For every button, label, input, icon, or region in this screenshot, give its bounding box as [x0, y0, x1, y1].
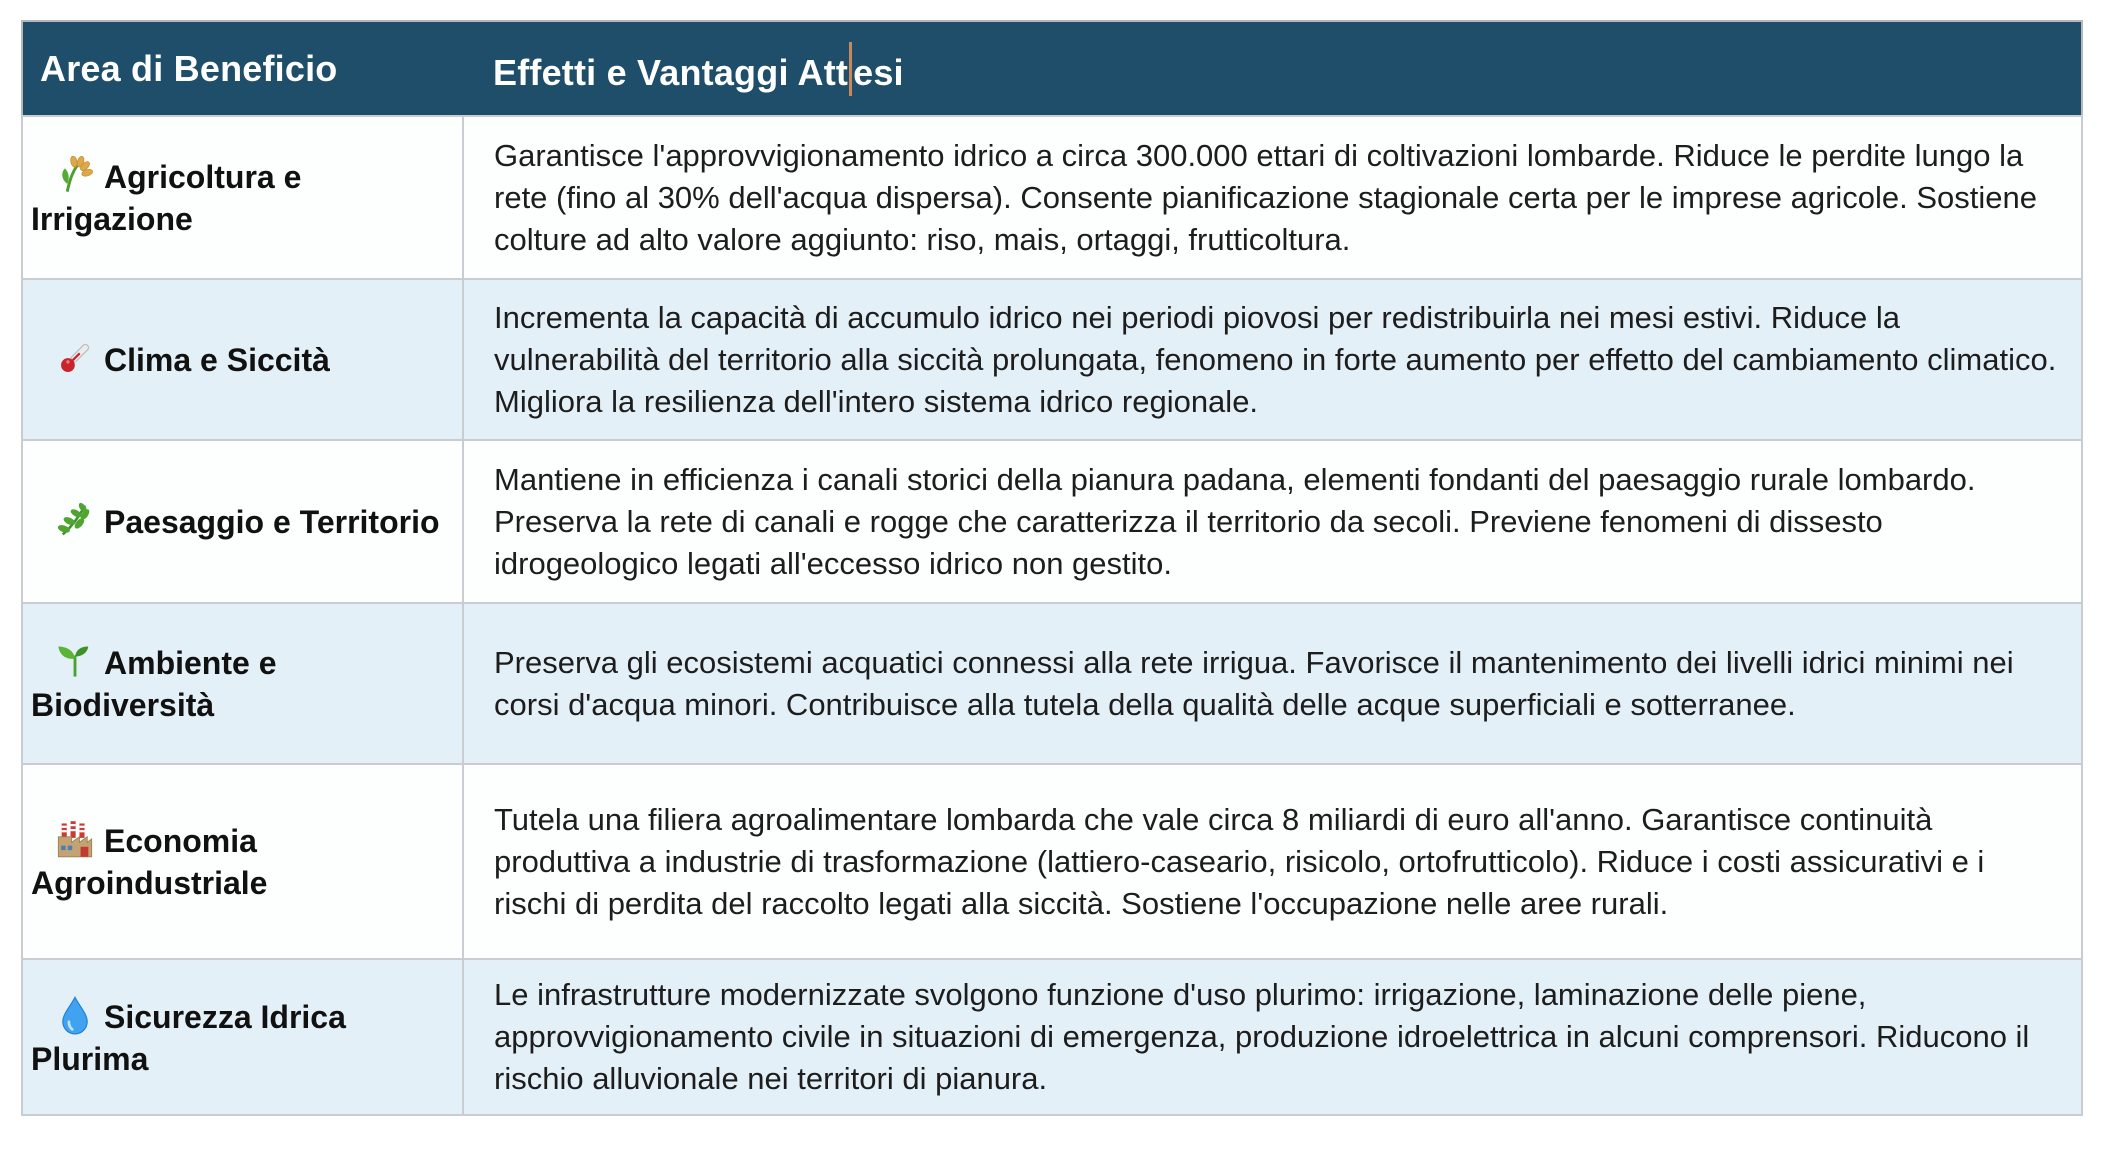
seedling-icon	[55, 641, 95, 681]
table-row	[22, 959, 2082, 1115]
area-label: Ambiente e Biodiversità	[31, 645, 277, 723]
area-label: Sicurezza Idrica Plurima	[31, 998, 346, 1077]
effects-text: Preserva gli ecosistemi acquatici connessi alla rete irrigua. Favorisce il mantenimento dei livelli idrici minimi nei corsi d'acqua minori. Contribuisce alla tutela della qualità delle acque superficiali e sotterranee.	[494, 644, 2014, 722]
area-cell-ambiente	[22, 603, 463, 764]
effects-cell	[463, 959, 2082, 1115]
table-header-row	[22, 21, 2082, 116]
column-header-effects-label-left: Effetti e Vantaggi Att	[493, 51, 849, 93]
area-cell-clima	[22, 279, 463, 440]
column-header-area-label: Area di Beneficio	[40, 47, 338, 89]
herb-icon	[55, 500, 95, 540]
area-label: Agricoltura e Irrigazione	[31, 159, 302, 237]
thermometer-icon	[55, 338, 95, 378]
factory-icon	[55, 819, 95, 859]
effects-text: Le infrastrutture modernizzate svolgono funzione d'uso plurimo: irrigazione, laminazione delle piene, approvvigionamento civile in situazioni di emergenza, produzione idroelettrica in alcuni comprensori. Riducono il rischio alluvionale nei territori di pianura.	[494, 977, 2030, 1096]
table-row	[22, 764, 2082, 959]
effects-text: Mantiene in efficienza i canali storici della pianura padana, elementi fondanti del paesaggio rurale lombardo. Preserva la rete di canali e rogge che caratterizza il territorio da secoli. Previene fenomeni di dissesto idrogeologico legati all'eccesso idrico non gestito.	[494, 461, 1976, 581]
column-header-area	[22, 21, 463, 116]
effects-cell	[463, 116, 2082, 279]
table-row	[22, 279, 2082, 440]
effects-cell	[463, 603, 2082, 764]
effects-text: Garantisce l'approvvigionamento idrico a circa 300.000 ettari di coltivazioni lombarde. Riduce le perdite lungo la rete (fino al 30% dell'acqua dispersa). Consente pianificazione stagionale certa per le imprese agricole. Sostiene colture ad alto valore aggiunto: riso, mais, ortaggi, frutticoltura.	[494, 137, 2038, 257]
table-row	[22, 116, 2082, 279]
effects-cell	[463, 764, 2082, 959]
table-row	[22, 440, 2082, 603]
area-cell-agricoltura	[22, 116, 463, 279]
area-cell-paesaggio	[22, 440, 463, 603]
area-cell-sicurezza	[22, 959, 463, 1115]
benefits-table	[21, 20, 2083, 1116]
area-cell-economia	[22, 764, 463, 959]
column-header-effects-label-right: esi	[853, 51, 904, 93]
table-row	[22, 603, 2082, 764]
column-header-effects[interactable]	[463, 21, 2082, 116]
area-label: Paesaggio e Territorio	[104, 504, 440, 540]
effects-cell	[463, 440, 2082, 603]
wheat-icon	[55, 155, 95, 195]
effects-text: Tutela una filiera agroalimentare lombarda che vale circa 8 miliardi di euro all'anno. Garantisce continuità produttiva a industrie di trasformazione (lattiero-caseario, risicolo, ortofrutticolo). Riduce i costi assicurativi e i rischi di perdita del raccolto legati alla siccità. Sostiene l'occupazione nelle aree rurali.	[494, 801, 1985, 921]
area-label: Clima e Siccità	[104, 342, 330, 378]
effects-text: Incrementa la capacità di accumulo idrico nei periodi piovosi per redistribuirla nei mesi estivi. Riduce la vulnerabilità del territorio alla siccità prolungata, fenomeno in forte aumento per effetto del cambiamento climatico. Migliora la resilienza dell'intero sistema idrico regionale.	[494, 299, 2057, 419]
effects-cell	[463, 279, 2082, 440]
area-label: Economia Agroindustriale	[31, 823, 268, 901]
text-cursor	[849, 42, 852, 96]
droplet-icon	[55, 995, 95, 1035]
